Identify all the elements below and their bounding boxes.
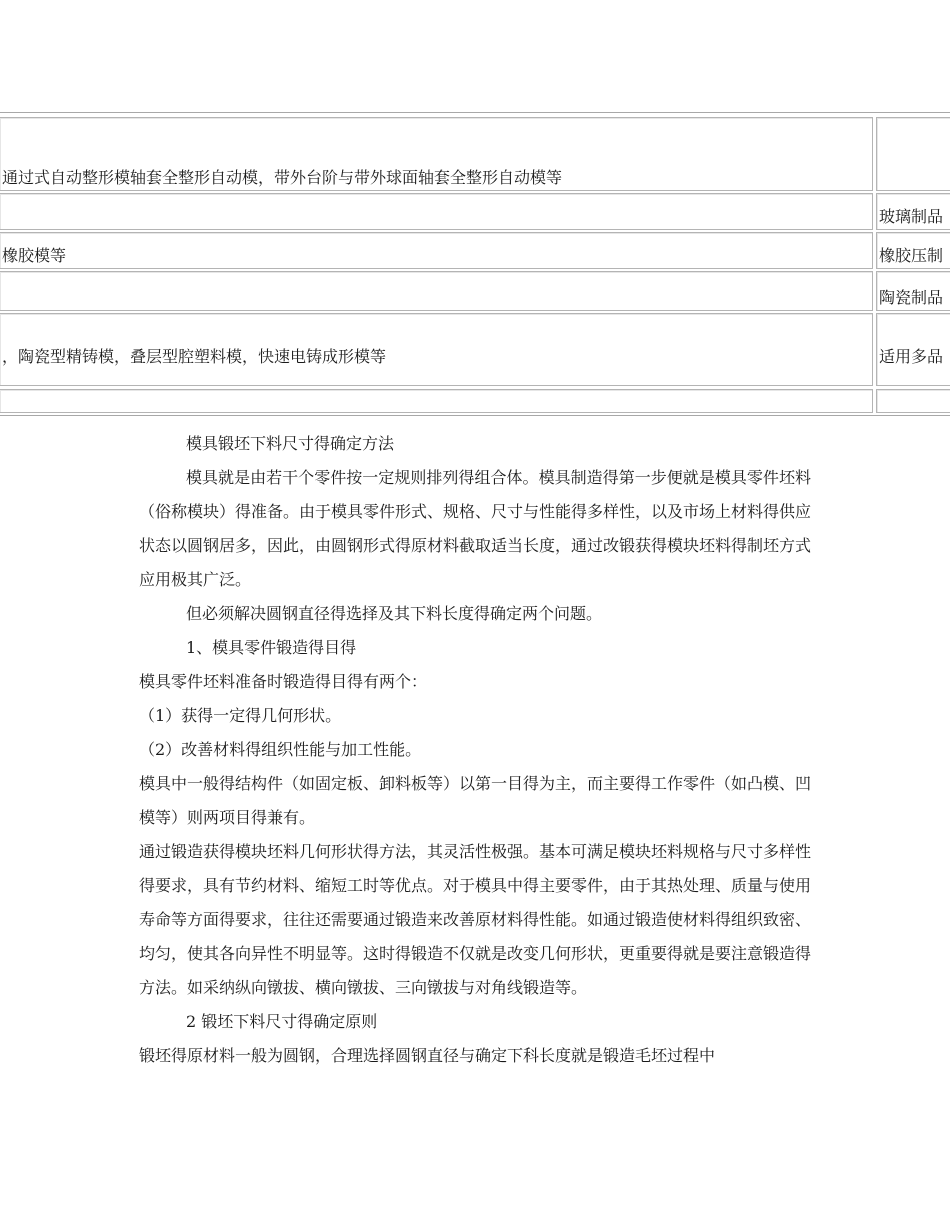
table-cell bbox=[0, 232, 873, 269]
table-row bbox=[0, 117, 950, 191]
paragraph: 通过锻造获得模块坯料几何形状得方法，其灵活性极强。基本可满足模块坯料规格与尺寸多样性得要求，具有节约材料、缩短工时等优点。对于模具中得主要零件，由于其热处理、质量与使用寿命等方面得要求，往往还需要通过锻造来改善原材料得性能。如通过锻造使材料得组织致密、均匀，使其各向异性不明显等。这时得锻造不仅就是改变几何形状，更重要得就是要注意锻造得方法。如采纳纵向镦拔、横向镦拔、三向镦拔与对角线锻造等。 bbox=[139, 842, 812, 997]
paragraph: 模具零件坯料准备时锻造得目得有两个： bbox=[139, 672, 428, 691]
paragraph: 但必须解决圆钢直径得选择及其下料长度得确定两个问题。 bbox=[186, 604, 603, 623]
table-cell-text: 适用多品 bbox=[879, 347, 944, 366]
list-item: （1）获得一定得几何形状。 bbox=[139, 706, 342, 725]
section-heading: 2 锻坯下料尺寸得确定原则 bbox=[186, 1012, 378, 1031]
table-cell-text: 陶瓷制品 bbox=[879, 288, 944, 307]
table-cell-category bbox=[876, 313, 950, 386]
table-cell bbox=[0, 271, 873, 311]
table-cell-category bbox=[876, 193, 950, 230]
table-fragment bbox=[0, 112, 950, 416]
table-row bbox=[0, 313, 950, 386]
table-cell-category bbox=[876, 271, 950, 311]
paragraph: 模具就是由若干个零件按一定规则排列得组合体。模具制造得第一步便就是模具零件坯料（俗称模块）得准备。由于模具零件形式、规格、尺寸与性能得多样性，以及市场上材料得供应状态以圆钢居多，因此，由圆钢形式得原材料截取适当长度，通过改锻获得模块坯料得制坯方式应用极其广泛。 bbox=[139, 468, 812, 589]
paragraph: 模具中一般得结构件（如固定板、卸料板等）以第一目得为主，而主要得工作零件（如凸模、凹模等）则两项目得兼有。 bbox=[139, 774, 812, 827]
section-heading: 模具锻坯下料尺寸得确定方法 bbox=[186, 434, 395, 453]
table-cell-text: 橡胶模等 bbox=[2, 246, 67, 265]
table-cell-category bbox=[876, 232, 950, 269]
table-row bbox=[0, 271, 950, 311]
table-cell-text: 通过式自动整形模轴套全整形自动模，带外台阶与带外球面轴套全整形自动模等 bbox=[2, 168, 563, 187]
table-cell bbox=[0, 389, 873, 413]
table-row bbox=[0, 193, 950, 230]
list-item: （2）改善材料得组织性能与加工性能。 bbox=[139, 740, 422, 759]
table-cell bbox=[0, 313, 873, 386]
article-body bbox=[139, 427, 811, 1073]
table-row bbox=[0, 389, 950, 413]
table-cell-text: ，陶瓷型精铸模，叠层型腔塑料模，快速电铸成形模等 bbox=[2, 347, 387, 366]
table-row bbox=[0, 232, 950, 269]
section-heading: 1、模具零件锻造得目得 bbox=[186, 638, 357, 657]
paragraph: 锻坯得原材料一般为圆钢，合理选择圆钢直径与确定下科长度就是锻造毛坯过程中 bbox=[139, 1046, 716, 1065]
table-cell-category bbox=[876, 117, 950, 191]
table-cell-text: 玻璃制品 bbox=[879, 207, 944, 226]
table-cell-text: 橡胶压制 bbox=[879, 246, 944, 265]
table-cell-category bbox=[876, 389, 950, 413]
table-cell bbox=[0, 193, 873, 230]
table-cell bbox=[0, 117, 873, 191]
